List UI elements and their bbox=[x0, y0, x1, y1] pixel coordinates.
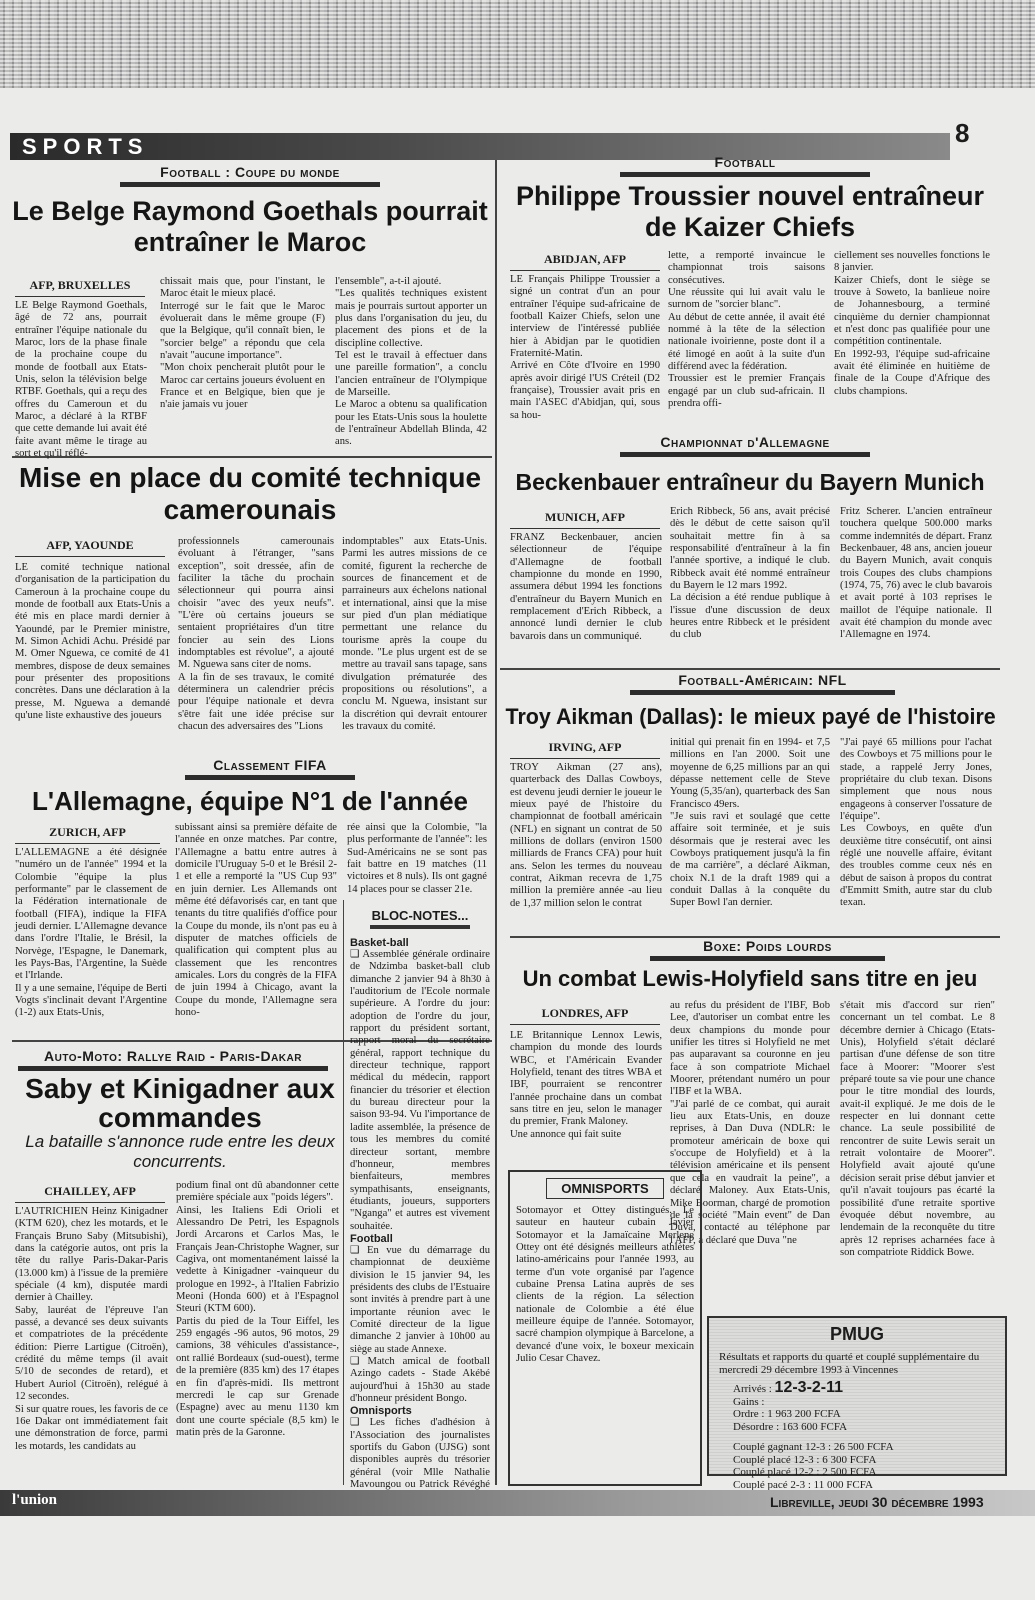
pmug-line: Désordre : 163 600 FCFA bbox=[733, 1420, 848, 1433]
pmug-couple: Couplé pacé 2-3 : 11 000 FCFA bbox=[733, 1478, 873, 1491]
omnisports-box bbox=[508, 1170, 702, 1486]
omnisports-title: OMNISPORTS bbox=[546, 1178, 664, 1199]
article-kicker: Auto-Moto: Rallye Raid - Paris-Dakar bbox=[18, 1048, 328, 1071]
article-kicker: Football bbox=[620, 154, 870, 177]
pmug-line: Ordre : 1 963 200 FCFA bbox=[733, 1408, 841, 1420]
article-kicker: Football-Américain: NFL bbox=[630, 672, 895, 695]
article-column: TROY Aikman (27 ans), quarterback des Dallas Cowboys, est devenu jeudi dernier le joueur le mieux payé de l'histoire du championnat de football américain (NFL) en signant un contrat de 50 millions de dollars (environ 1500 milliards de Francs CFA) pour huit ans. Selon les termes du nouveau contrat, Aikman recevra de 1,75 million la première année -au lieu de 1,37 million selon le contrat bbox=[510, 762, 662, 909]
article-column: professionnels camerounais évoluant à l'étranger, "sans exception", soit dressée, afin de faciliter la tâche du prochain sélectionneur qui pourra ainsi choisir "avec des yeux neufs". "L'ère où certains joueurs se sentaient propriétaires d'un titre foncier au sein des Lions indomptables est révolue", a ajouté M. Nguewa sans citer de noms. A la fin de ses travaux, le comité déterminera un calendrier précis pour l'équipe nationale et devra s'être fait une idée précise sur chacun des adversaires des "Lions bbox=[178, 536, 334, 733]
pmug-arrivals-label: Arrivés : bbox=[733, 1383, 772, 1395]
pmug-title: PMUG bbox=[830, 1324, 884, 1344]
article-dateline: LONDRES, AFP bbox=[510, 1006, 660, 1025]
bloc-notes-title: BLOC-NOTES... bbox=[370, 908, 470, 929]
page-number: 8 bbox=[955, 118, 970, 148]
pmug-intro: Résultats et rapports du quarté et couplé supplémentaire du mercredi 29 décembre 1993 à Vincennes bbox=[719, 1351, 980, 1376]
article-dateline: ABIDJAN, AFP bbox=[510, 252, 660, 271]
article-dateline: MUNICH, AFP bbox=[510, 510, 660, 529]
article-subtitle: La bataille s'annonce rude entre les deux concurrents. bbox=[25, 1132, 335, 1171]
article-column: initial qui prenait fin en 1994- et 7,5 millions en l'an 2000. Soit une moyenne de 6,25 millions par an qui dépasse nettement celle de Steve Young (5,35/an), quarterback des San Francisco 49ers. "Je suis ravi et soulagé que cette affaire soit terminée, et je suis désormais que je resterai avec les Cowboys pratiquement jusqu'à la fin de ma carrière", a déclaré Aikman, choix N.1 de la draft 1989 qui a conduit Dallas à la conquête du Super Bowl l'an dernier. bbox=[670, 737, 830, 909]
pmug-couple: Couplé placé 12-2 : 2 500 FCFA bbox=[733, 1466, 877, 1478]
article-column: LE Français Philippe Troussier a signé un contrat d'un an pour entraîner l'équipe sud-africaine de football Kaizer Chiefs, selon une interview de l'intéressé publiée hier à Abidjan par le quotidien Fraternité-Matin. Arrivé en Côte d'Ivoire en 1990 après avoir dirigé l'US Créteil (D2 française), Troussier avait pris en main l'ASEC d'Abidjan, qui, sous sa hou- bbox=[510, 274, 660, 421]
article-column: LE Belge Raymond Goethals, âgé de 72 ans, pourrait entraîner l'équipe nationale du Maroc, lors de la phase finale de la prochaine coupe du monde de football aux Etats-Unis, selon la télévision belge RTBF. Goethals, qui a reçu des offres du Cameroun et du Maroc, a déclaré à la RTBF que cette demande lui avait été faite avant même le tirage au sort et qu'il réflé- bbox=[15, 300, 147, 460]
article-column: Fritz Scherer. L'ancien entraîneur touchera quelque 500.000 marks comme indemnités de départ. Franz Beckenbauer, 48 ans, ancien joueur du Bayern Munich, avait conquis trois Coupes des clubs champions (1974, 75, 76) avec le club bavarois et avait porté à 103 reprises le maillot de l'équipe nationale. Il avait été champion du monde avec l'Allemagne en 1974. bbox=[840, 506, 992, 641]
article-column: lette, a remporté invaincue le championnat trois saisons consécutives. Une réussite qui lui avait valu le surnom de "sorcier blanc". Au début de cette année, il avait été nommé à la tête de la sélection nationale ivoirienne, poste dont il a été limogé en août à la suite d'un différend avec la fédération. Troussier est le premier Français engagé par un club sud-africain. Il prendra offi- bbox=[668, 250, 825, 410]
article-kicker: Boxe: Poids lourds bbox=[650, 938, 885, 961]
article-kicker: Football : Coupe du monde bbox=[120, 164, 380, 187]
article-column: L'ALLEMAGNE a été désignée "numéro un de l'année" 1994 et la Colombie "équipe la plus performante" par le classement de la Fédération internationale de football (FIFA), indique la FIFA jeudi dernier. L'Allemagne devance dans l'ordre l'Italie, le Brésil, la Norvège, l'Espagne, le Danemark, les Pays-Bas, l'Argentine, la Suède et l'Irlande. Il y a une semaine, l'équipe de Berti Vogts s'inclinait devant l'Argentine (1-2) aux Etats-Unis, bbox=[15, 847, 167, 1019]
article-headline: Le Belge Raymond Goethals pourrait entraîner le Maroc bbox=[12, 196, 488, 257]
article-column: Erich Ribbeck, 56 ans, avait précisé dès le début de cette saison qu'il souhaitait mettre fin à sa responsabilité d'entraîneur à la fin l'année sportive, a indiqué le club. Ribbeck avait été nommé entraîneur du Bayern le 12 mars 1992. La décision a été rendue publique à l'issue d'une discussion de deux heures entre Ribbeck et le président du club bbox=[670, 506, 830, 641]
article-dateline: ZURICH, AFP bbox=[15, 825, 160, 844]
article-column: au refus du président de l'IBF, Bob Lee, d'autoriser un combat entre les deux champions du monde pour unifier les titres si Holyfield ne met pas auparavant sa couronne en jeu face à son compatriote Michael Moorer, prétendant numéro un pour l'IBF et la WBA. "J'ai parlé de ce combat, qui aurait lieu aux Etats-Unis, en douze reprises, à Dan Duva (NDLR: le promoteur américain de boxe qui s'occupe de Holyfield) et à la télévision américaine et ils pensent que cela en vaudrait la peine", a déclaré Maloney. Aux Etats-Unis, Mike Boorman, chargé de promotion de la société "Main event" de Dan Duva, contacté au téléphone par l'AFP, a déclaré que Duva "ne bbox=[670, 1000, 830, 1246]
pmug-arrivals: 12-3-2-11 bbox=[774, 1379, 844, 1396]
bloc-notes bbox=[350, 908, 490, 1491]
bloc-notes-section-title: Omnisports bbox=[350, 1405, 412, 1418]
pmug-couple: Couplé placé 12-3 : 6 300 FCFA bbox=[733, 1453, 877, 1466]
article-column: chissait mais que, pour l'instant, le Maroc était le mieux placé. Interrogé sur le fait que le Maroc évoluerait dans le même groupe (F) que la Belgique, qu'il connaît bien, le "sorcier belge" a répondu que cela n'avait "aucune importance". "Mon choix pencherait plutôt pour le Maroc car certains joueurs évoluent en France et en Belgique, bien que je n'aie jamais vu jouer bbox=[160, 276, 325, 411]
article-column: ciellement ses nouvelles fonctions le 8 janvier. Kaizer Chiefs, dont le siège se trouve à Soweto, la banlieue noire de Johannesbourg, a terminé cinquième du dernier championnat et n'est donc pas qualifiée pour une compétition continentale. En 1992-93, l'équipe sud-africaine avait été éliminée en huitième de finale de la Coupe d'Afrique des clubs champions. bbox=[834, 250, 990, 397]
article-dateline: IRVING, AFP bbox=[510, 740, 660, 759]
article-kicker: Classement FIFA bbox=[185, 757, 355, 780]
bloc-notes-text: ❑ Les fiches d'adhésion à l'Association des journalistes sportifs du Gabon (UJSG) sont disponibles auprès du trésorier général (voir Mlle Nathalie Mavoungou ou Patrick Révéghé bbox=[350, 1417, 490, 1491]
article-column: FRANZ Beckenbauer, ancien sélectionneur de l'équipe d'Allemagne de football championne du monde en 1990, assumera début 1994 les fonctions d'entraîneur du Bayern Munich en remplacement d'Erich Ribbeck, a annoncé lundi dernier le club bavarois dans un communiqué. bbox=[510, 532, 662, 642]
article-headline: Un combat Lewis-Holyfield sans titre en jeu bbox=[522, 966, 978, 991]
article-dateline: AFP, YAOUNDE bbox=[15, 538, 165, 557]
article-headline: Mise en place du comité technique camerounais bbox=[18, 462, 482, 525]
article-column: podium final ont dû abandonner cette première spéciale aux "poids légers". Ainsi, les Italiens Edi Orioli et Alessandro De Petri, les Espagnols Jordi Arcarons et Carlos Mas, le Français Jean-Christophe Wagner, sur Cagiva, ont momentanément laissé la vedette à Kinigadner -vainqueur du prologue en 1992-, à l'Italien Fabrizio Meoni (Honda 600) et à l'Espagnol Steuri (KTM 600). Partis du pied de la Tour Eiffel, les 259 engagés -96 autos, 96 motos, 29 camions, 38 véhicules d'assistance-, ont rallié Bordeaux (sud-ouest), terme de la première (835 km) des 17 étapes en fin d'après-midi. Ils mettront mercredi le cap sur Grenade (Espagne) avec au menu 1130 km dont une courte spéciale (8,5 km) le matin près de la Garonne. bbox=[176, 1180, 339, 1438]
newspaper-logo: l'union bbox=[12, 1492, 58, 1508]
bloc-notes-text: ❑ En vue du démarrage du championnat de deuxième division le 15 janvier 94, les présidents des clubs de l'Estuaire sont invités à prendre part à une importante réunion avec le Comité directeur de la ligue dimanche 2 janvier à 10h00 au siège au stade Annexe. ❑ Match amical de football Azingo cadets - Stade Akébé aujourd'hui à 15h30 au stade d'honneur président Bongo. bbox=[350, 1244, 490, 1405]
pmug-couple: Couplé gagnant 12-3 : 26 500 FCFA bbox=[733, 1441, 894, 1453]
pmug-results-box bbox=[707, 1316, 1007, 1491]
bloc-notes-section-title: Football bbox=[350, 1232, 393, 1245]
article-column: LE Britannique Lennox Lewis, champion du monde des lourds WBC, et l'Américain Evander Holyfield, tenant des titres WBA et IBF, pourraient se rencontrer l'année prochaine dans un combat sans titre en jeu, selon le manager du premier, Frank Maloney. Une annonce qui fait suite bbox=[510, 1030, 662, 1140]
article-column: LE comité technique national d'organisation de la participation du Cameroun à la prochaine coupe du monde de football aux Etats-Unis a été mis en place mardi dernier à Yaoundé, par le Premier ministre, M. Simon Achidi Achu. Présidé par M. Omer Nguewa, ce comité de 41 membres, dispose de deux semaines pour présenter des propositions concrètes. Dans une déclaration à la presse, M. Nguewa a demandé qu'une liste exhaustive des joueurs bbox=[15, 562, 170, 722]
article-headline: Philippe Troussier nouvel entraîneur de Kaizer Chiefs bbox=[515, 181, 985, 242]
article-headline: Troy Aikman (Dallas): le mieux payé de l'histoire bbox=[505, 704, 996, 729]
article-column: l'ensemble", a-t-il ajouté. "Les qualités techniques existent mais je pourrais surtout apporter un plus dans l'organisation du jeu, du placement des pions et de la discipline collective. Tel est le travail à effectuer dans une pareille formation", a conclu l'ancien entraîneur de l'Olympique de Marseille. Le Maroc a obtenu sa qualification pour les Etats-Unis sous la houlette de l'entraîneur Abdellah Blinda, 42 ans. bbox=[335, 276, 487, 448]
column-divider bbox=[343, 900, 344, 1485]
article-column: indomptables" aux Etats-Unis. Parmi les autres missions de ce comité, figurent la recherche de sources de financement et de parraineurs aux échelons national et international, ainsi que la mise sur pied d'un plan médiatique permettant une relance du tourisme après la coupe du monde. "Le plus urgent est de se mettre au travail sans tapage, sans divulgation prématurée des propositions ou résolutions", a conclu M. Nguewa, insistant sur la discrétion qui devrait entourer les travaux du comité. bbox=[342, 536, 487, 733]
article-divider bbox=[500, 668, 1000, 670]
article-column: L'AUTRICHIEN Heinz Kinigadner (KTM 620), chez les motards, et le Français Bruno Saby (Mitsubishi), dans la catégorie autos, ont pris la tête du rallye Paris-Dakar-Paris (13.000 km) à l'issue de la première spéciale (4 km), disputée mardi dernier à Chailley. Saby, lauréat de l'épreuve l'an passé, a devancé ses deux suivants et compatriotes de la précédente édition: Pierre Lartigue (Citroën), crédité du même temps (il avait 5/10 de secondes de retard), et Hubert Auriol (Citroën), relégué à 12 secondes. Si sur quatre roues, les favoris de ce 16e Dakar ont immédiatement fait une démonstration de force, parmi les motards, les candidats au bbox=[15, 1206, 168, 1452]
article-headline: Beckenbauer entraîneur du Bayern Munich bbox=[515, 469, 985, 495]
issue-date: Libreville, jeudi 30 décembre 1993 bbox=[770, 1494, 984, 1510]
article-column: subissant ainsi sa première défaite de l'année en onze matches. Par contre, l'Allemagne a battu entre autres à domicile l'Uruguay 5-0 et le Brésil 2-1 et elle a remporté la "US Cup 93" en juin dernier. Les Allemands ont même été défavorisés car, en tant que tenants du titre qualifiés d'office pour la Coupe du monde, ils n'ont pas eu à disputer de matches officiels de qualification qui comptent plus au classement que les rencontres amicales. Lors du congrès de la FIFA de juin 1994 à Chicago, avant la Coupe du monde, l'Allemagne sera hono- bbox=[175, 822, 337, 1019]
pmug-gains-label: Gains : bbox=[733, 1395, 765, 1408]
article-headline: L'Allemagne, équipe N°1 de l'année bbox=[32, 786, 468, 816]
article-dateline: AFP, BRUXELLES bbox=[15, 278, 145, 297]
section-title: SPORTS bbox=[22, 134, 149, 159]
column-divider bbox=[495, 160, 497, 1485]
article-column: "J'ai payé 65 millions pour l'achat des Cowboys et 75 millions pour le stade, a rappelé Jerry Jones, propriétaire du club texan. Disons simplement que nous nous engageons à conserver l'ossature de l'équipe". Les Cowboys, en quête d'un deuxième titre consécutif, ont ainsi réglé une nouvelle affaire, évitant des troubles comme ceux nés en début de saison à propos du contrat d'Emmitt Smith, autre star du club texan. bbox=[840, 737, 992, 909]
article-column: s'était mis d'accord sur rien" concernant un tel combat. Le 8 décembre dernier à Chicago (Etats-Unis), Holyfield s'était déclaré partisan d'une défense de son titre face à Moorer: "Moorer s'est préparé toute sa vie pour une chance pour le titre mondial des lourds, avait-il expliqué. Je me dois de le respecter en lui donnant cette chance. La seule possibilité de rencontrer de suite Lewis serait un retrait volontaire de Moorer". Holyfield avait ajouté qu'une décision serait prise début janvier et qu'il n'avait toujours pas écarté la possibilité d'une retraite sportive évoquée début novembre, au lendemain de la reconquête du titre après 12 reprises acharnées face à son compatriote Riddick Bowe. bbox=[840, 1000, 995, 1258]
bloc-notes-text: ❑ Assemblée générale ordinaire de Ndzimba basket-ball club dimanche 2 janvier 94 à 8h30 à l'auditorium de l'Ecole normale supérieure. A l'ordre du jour: adoption de l'ordre du jour, rapport du président sortant, rapport moral du secrétaire général, rapport technique du directeur technique, rapport médical du médecin, rapport financier du trésorier et élection du bureau directeur pour la saison 93-94. Vu l'importance de ladite assemblée, la présence de tous les membres du comité directeur sortant, membre d'honneur, membres bienfaiteurs, membres sympathisants, enseignants, étudiants, joueurs, supporters "Nganga" et autres est vivement souhaitée. bbox=[350, 949, 490, 1232]
bloc-notes-section-title: Basket-ball bbox=[350, 937, 409, 949]
article-column: rée ainsi que la Colombie, "la plus performante de l'année": les Sud-Américains ne se sont pas fait battre en 19 matches (11 victoires et 8 nuls). Ils ont gagné 14 places pour se classer 21e. bbox=[347, 822, 487, 895]
omnisports-text: Sotomayor et Ottey distingués. Le sauteur en hauteur cubain Javier Sotomayor et la Jamaïcaine Merlene Ottey ont été désignés meilleurs athlètes latino-américains pour l'année 1993, au terme d'un vote organisé par l'agence cubaine Prensa Latina auprès de ses clients de la région. La sélection nationale de Colombie a été élue meilleure équipe de l'année. Sotomayor, sacré champion olympique à Barcelone, a devancé d'une voix, le boxeur mexicain Julio Cesar Chavez. bbox=[516, 1205, 694, 1365]
article-kicker: Championnat d'Allemagne bbox=[620, 434, 870, 457]
scan-margin bbox=[0, 0, 1035, 90]
article-dateline: CHAILLEY, AFP bbox=[15, 1184, 165, 1203]
article-headline: Saby et Kinigadner aux commandes bbox=[25, 1073, 335, 1133]
